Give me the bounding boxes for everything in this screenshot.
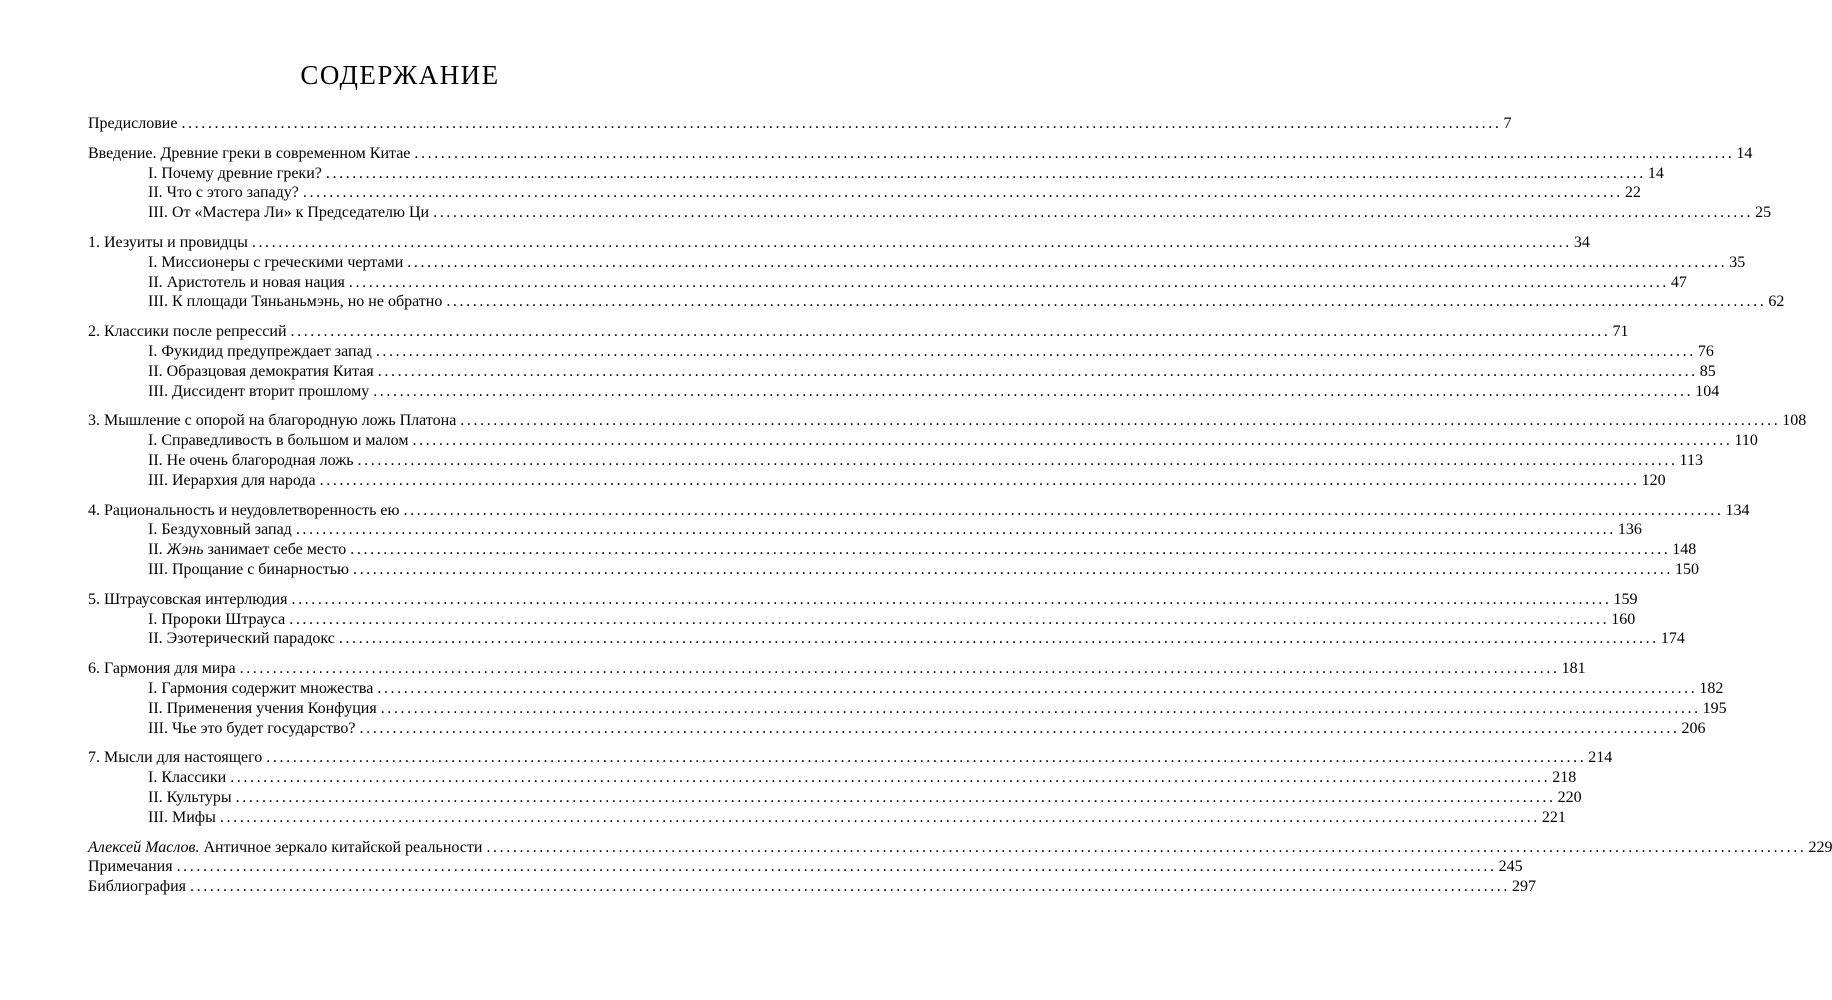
- entry-title: II. Культуры: [148, 788, 232, 806]
- entry-title: I. Почему древние греки?: [148, 164, 322, 182]
- dot-leader: ........................................................................................................................................................................................................: [230, 769, 1551, 787]
- entry-title: II. Что с этого западу?: [148, 184, 299, 202]
- toc-entry-introduction[interactable]: [88, 144, 1753, 164]
- entry-title: III. Прощание с бинарностью: [148, 560, 349, 578]
- dot-leader: ........................................................................................................................................................................................................: [377, 679, 1698, 697]
- entry-title: 1. Иезуиты и провидцы: [88, 233, 248, 251]
- dot-leader: ........................................................................................................................................................................................................: [266, 749, 1587, 767]
- toc-subentry[interactable]: [88, 768, 1577, 788]
- entry-title: 7. Мысли для настоящего: [88, 749, 263, 767]
- toc-subentry[interactable]: [88, 203, 1772, 223]
- dot-leader: ........................................................................................................................................................................................................: [239, 660, 1560, 678]
- page-number: 76: [1697, 342, 1714, 360]
- page-number: 14: [1736, 144, 1753, 162]
- entry-title: II. Образцовая демократия Китая: [148, 362, 374, 380]
- entry-title: III. К площади Тяньаньмэнь, но не обратно: [148, 293, 443, 311]
- page-number: 220: [1557, 788, 1582, 806]
- dot-leader: ........................................................................................................................................................................................................: [373, 382, 1694, 400]
- toc-subentry[interactable]: [88, 610, 1636, 630]
- dot-leader: ........................................................................................................................................................................................................: [414, 144, 1735, 162]
- dot-leader: ........................................................................................................................................................................................................: [486, 838, 1807, 856]
- table-of-contents: [88, 114, 1832, 907]
- toc-subentry[interactable]: [88, 431, 1758, 451]
- entry-author-italic: Алексей Маслов.: [88, 838, 200, 856]
- toc-group: [88, 114, 1512, 134]
- page-number: 14: [1647, 164, 1664, 182]
- page-number: 195: [1702, 699, 1727, 717]
- entry-title: 5. Штраусовская интерлюдия: [88, 590, 288, 608]
- toc-subentry[interactable]: [88, 540, 1697, 560]
- toc-subentry[interactable]: [88, 253, 1746, 273]
- page-number: 108: [1782, 412, 1807, 430]
- dot-leader: ........................................................................................................................................................................................................: [407, 253, 1728, 271]
- dot-leader: ........................................................................................................................................................................................................: [190, 878, 1510, 896]
- dot-leader: ........................................................................................................................................................................................................: [325, 164, 1646, 182]
- page-number: 150: [1674, 560, 1699, 578]
- toc-group: [88, 411, 1807, 490]
- entry-title: Примечания: [88, 858, 173, 876]
- dot-leader: ........................................................................................................................................................................................................: [181, 115, 1502, 132]
- dot-leader: ........................................................................................................................................................................................................: [289, 610, 1610, 628]
- entry-title: [148, 540, 346, 560]
- entry-title: I. Миссионеры с греческими чертами: [148, 253, 404, 271]
- entry-title: 2. Классики после репрессий: [88, 323, 287, 341]
- entry-title: III. Диссидент вторит прошлому: [148, 382, 370, 400]
- entry-title: II. Эзотерический парадокс: [148, 630, 335, 648]
- dot-leader: ........................................................................................................................................................................................................: [350, 541, 1671, 559]
- toc-subentry[interactable]: [88, 699, 1727, 719]
- toc-subentry[interactable]: [88, 183, 1641, 203]
- dot-leader: ........................................................................................................................................................................................................: [319, 471, 1640, 489]
- page-number: 62: [1768, 293, 1785, 311]
- dot-leader: ........................................................................................................................................................................................................: [403, 501, 1724, 519]
- entry-title: Библиография: [88, 878, 186, 896]
- toc-subentry[interactable]: [88, 342, 1714, 362]
- toc-subentry[interactable]: [88, 719, 1706, 739]
- entry-title-suffix: Античное зеркало китайской реальности: [199, 838, 483, 856]
- page-number: 229: [1808, 838, 1832, 856]
- toc-entry-chapter-6[interactable]: [88, 659, 1586, 679]
- page-number: 181: [1561, 660, 1586, 678]
- page-number: 104: [1695, 382, 1720, 400]
- entry-title: III. Мифы: [148, 808, 216, 826]
- toc-entry-notes[interactable]: [88, 857, 1523, 877]
- page-number: 218: [1552, 769, 1577, 787]
- toc-entry-chapter-5[interactable]: [88, 590, 1638, 610]
- toc-entry-afterword[interactable]: [88, 838, 1832, 858]
- page-number: 182: [1699, 679, 1724, 697]
- dot-leader: ........................................................................................................................................................................................................: [433, 204, 1754, 222]
- page-number: 174: [1660, 630, 1685, 648]
- dot-leader: ........................................................................................................................................................................................................: [357, 451, 1678, 469]
- entry-title: 6. Гармония для мира: [88, 660, 236, 678]
- page-number: 245: [1498, 858, 1523, 876]
- page-number: 71: [1612, 323, 1629, 341]
- entry-title: I. Фукидид предупреждает запад: [148, 342, 372, 360]
- toc-subentry[interactable]: [88, 292, 1785, 312]
- dot-leader: ........................................................................................................................................................................................................: [291, 590, 1612, 608]
- entry-title: III. Иерархия для народа: [148, 471, 316, 489]
- dot-leader: ........................................................................................................................................................................................................: [359, 719, 1680, 737]
- toc-group: [88, 838, 1832, 897]
- entry-title: 4. Рациональность и неудовлетворенность ею: [88, 501, 400, 519]
- page-number: 221: [1541, 808, 1566, 826]
- page-title: СОДЕРЖАНИЕ: [300, 60, 500, 90]
- toc-group: [88, 233, 1785, 312]
- page-number: 120: [1641, 471, 1666, 489]
- dot-leader: ........................................................................................................................................................................................................: [348, 273, 1669, 291]
- toc-entry-bibliography[interactable]: [88, 877, 1536, 897]
- entry-title-suffix: занимает себе место: [203, 541, 347, 559]
- entry-title: 3. Мышление с опорой на благородную ложь Платона: [88, 412, 457, 430]
- toc-subentry[interactable]: [88, 451, 1703, 471]
- page-number: 134: [1725, 501, 1750, 519]
- entry-title-italic: Жэнь: [166, 541, 204, 559]
- dot-leader: ........................................................................................................................................................................................................: [375, 342, 1696, 360]
- page-number: 35: [1729, 253, 1746, 271]
- page-number: 148: [1672, 541, 1697, 559]
- toc-group: [88, 501, 1750, 580]
- dot-leader: ........................................................................................................................................................................................................: [176, 858, 1497, 876]
- page-number: 297: [1512, 878, 1536, 896]
- page-number: 47: [1670, 273, 1687, 291]
- toc-entry-preface[interactable]: [88, 114, 1512, 134]
- entry-title: I. Классики: [148, 769, 227, 787]
- toc-subentry[interactable]: [88, 788, 1582, 808]
- toc-group: [88, 748, 1613, 827]
- toc-subentry[interactable]: [88, 629, 1685, 649]
- dot-leader: ........................................................................................................................................................................................................: [338, 630, 1659, 648]
- page-number: 136: [1617, 521, 1642, 539]
- toc-subentry[interactable]: [88, 362, 1716, 382]
- entry-title: Предисловие: [88, 115, 178, 132]
- toc-entry-chapter-3[interactable]: [88, 411, 1807, 431]
- dot-leader: ........................................................................................................................................................................................................: [377, 362, 1698, 380]
- entry-title: [88, 838, 482, 858]
- entry-title: Введение. Древние греки в современном Китае: [88, 144, 411, 162]
- page-number: 206: [1681, 719, 1706, 737]
- toc-subentry[interactable]: [88, 679, 1724, 699]
- toc-group: [88, 590, 1685, 649]
- toc-subentry[interactable]: [88, 382, 1720, 402]
- entry-title: I. Гармония содержит множества: [148, 679, 374, 697]
- entry-title-prefix: II.: [148, 541, 167, 559]
- toc-subentry[interactable]: [88, 471, 1666, 491]
- dot-leader: ........................................................................................................................................................................................................: [290, 323, 1611, 341]
- dot-leader: ........................................................................................................................................................................................................: [251, 233, 1572, 251]
- dot-leader: ........................................................................................................................................................................................................: [460, 412, 1781, 430]
- dot-leader: ........................................................................................................................................................................................................: [219, 808, 1540, 826]
- toc-subentry[interactable]: [88, 560, 1699, 580]
- page-number: 34: [1573, 233, 1590, 251]
- page-number: 22: [1624, 184, 1641, 202]
- entry-title: II. Аристотель и новая нация: [148, 273, 345, 291]
- toc-subentry[interactable]: [88, 273, 1687, 293]
- page-number: 160: [1611, 610, 1636, 628]
- toc-entry-chapter-7[interactable]: [88, 748, 1613, 768]
- dot-leader: ........................................................................................................................................................................................................: [412, 432, 1733, 450]
- toc-subentry[interactable]: [88, 808, 1566, 828]
- page-number: 25: [1755, 204, 1772, 222]
- entry-title: I. Бездуховный запад: [148, 521, 292, 539]
- page-number: 85: [1699, 362, 1716, 380]
- toc-entry-chapter-1[interactable]: [88, 233, 1590, 253]
- entry-title: II. Применения учения Конфуция: [148, 699, 377, 717]
- page-number: 110: [1734, 432, 1758, 450]
- page-number: 7: [1503, 115, 1512, 132]
- toc-group: [88, 659, 1727, 738]
- entry-title: II. Не очень благородная ложь: [148, 451, 354, 469]
- toc-subentry[interactable]: [88, 164, 1664, 184]
- dot-leader: ........................................................................................................................................................................................................: [380, 699, 1701, 717]
- page-number: 113: [1679, 451, 1703, 469]
- dot-leader: ........................................................................................................................................................................................................: [446, 293, 1767, 311]
- entry-title: III. От «Мастера Ли» к Председателю Ци: [148, 204, 430, 222]
- dot-leader: ........................................................................................................................................................................................................: [352, 560, 1673, 578]
- toc-entry-chapter-4[interactable]: [88, 501, 1750, 521]
- page-number: 214: [1588, 749, 1613, 767]
- dot-leader: ........................................................................................................................................................................................................: [235, 788, 1556, 806]
- dot-leader: ........................................................................................................................................................................................................: [295, 521, 1616, 539]
- dot-leader: ........................................................................................................................................................................................................: [302, 184, 1623, 202]
- entry-title: I. Справедливость в большом и малом: [148, 432, 409, 450]
- toc-group: [88, 144, 1772, 223]
- page-number: 159: [1613, 590, 1638, 608]
- entry-title: III. Чье это будет государство?: [148, 719, 356, 737]
- toc-group: [88, 322, 1720, 401]
- toc-entry-chapter-2[interactable]: [88, 322, 1629, 342]
- entry-title: I. Пророки Штрауса: [148, 610, 286, 628]
- toc-subentry[interactable]: [88, 520, 1642, 540]
